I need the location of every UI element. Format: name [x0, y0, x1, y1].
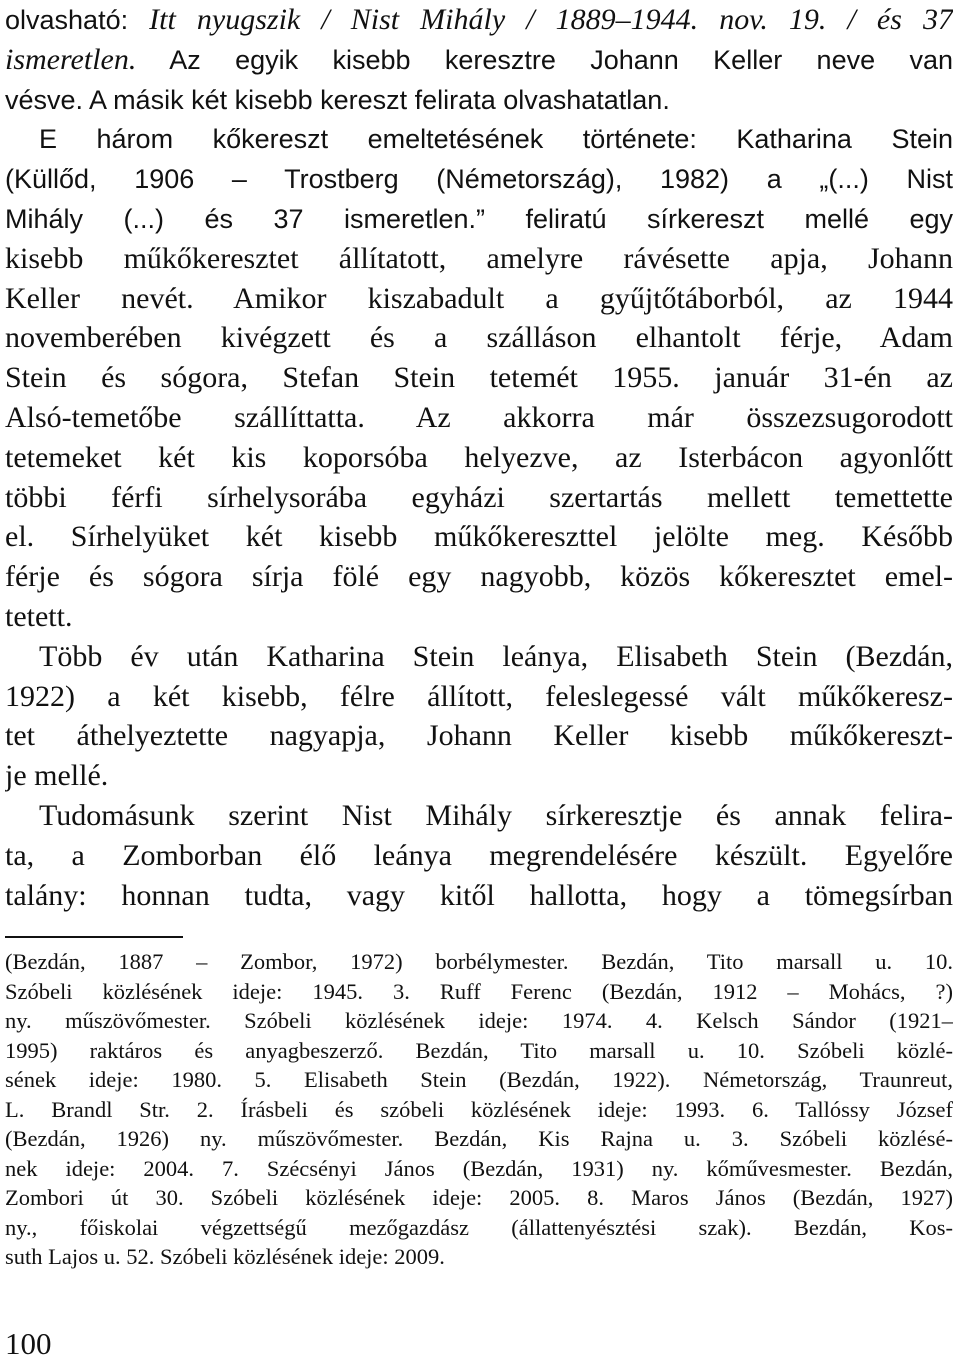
- footnote-line: 1995) raktáros és anyagbeszerző. Bezdán, Tito marsall u. 10. Szóbeli közlé-: [5, 1037, 953, 1063]
- text-segment: Mihály (...) és 37 ismeretlen.” feliratú sírkereszt mellé egy: [5, 203, 953, 234]
- footnote-line: ny., főiskolai végzettségű mezőgazdász (állattenyésztési szak). Bezdán, Kos-: [5, 1214, 953, 1240]
- body-line: [5, 199, 953, 239]
- body-line: [5, 119, 953, 159]
- text-segment: olvasható:: [5, 5, 150, 35]
- body-text: [5, 0, 953, 915]
- text-segment: Stein és sógora, Stefan Stein tetemét 1955. január 31-én az: [5, 361, 953, 395]
- footnote-line: suth Lajos u. 52. Szóbeli közlésének ideje: 2009.: [5, 1244, 445, 1269]
- body-line: [5, 318, 953, 358]
- text-segment: férje és sógora sírja fölé egy nagyobb, közös kőkeresztet emel-: [5, 560, 953, 594]
- body-line: [5, 796, 953, 836]
- footnotes: [5, 947, 953, 1272]
- page-number: 100: [5, 1326, 52, 1361]
- text-segment: tetemeket két kis koporsóba helyezve, az Isterbácon agyonlőtt: [5, 440, 953, 474]
- body-line: [5, 358, 953, 398]
- footnote-line: (Bezdán, 1926) ny. műszövőmester. Bezdán, Kis Rajna u. 3. Szóbeli közlésé-: [5, 1126, 953, 1151]
- body-line: [5, 557, 953, 597]
- body-line: [5, 597, 953, 637]
- text-segment: többi férfi sírhelysorába egyházi szertartás mellett temettette: [5, 480, 953, 514]
- body-line: [5, 80, 953, 120]
- text-segment: E három kőkereszt emeltetésének története: Katharina Stein: [39, 124, 953, 155]
- footnote-line: sének ideje: 1980. 5. Elisabeth Stein (Bezdán, 1922). Németország, Traunreut,: [5, 1067, 953, 1092]
- body-line: [5, 637, 953, 677]
- text-segment: talány: honnan tudta, vagy kitől hallotta, hogy a tömegsírban: [5, 878, 953, 912]
- text-segment: Keller nevét. Amikor kiszabadult a gyűjtőtáborból, az 1944: [5, 281, 953, 315]
- footnote-separator: [5, 936, 183, 938]
- text-segment: ta, a Zomborban élő leánya megrendelésére készült. Egyelőre: [5, 838, 953, 872]
- text-segment: je mellé.: [5, 759, 109, 793]
- body-line: [5, 478, 953, 518]
- text-segment: 1922) a két kisebb, félre állított, feleslegessé vált műkőkeresz-: [5, 679, 953, 713]
- body-line: [5, 756, 953, 796]
- body-line: [5, 0, 953, 40]
- body-line: [5, 239, 953, 279]
- footnote-line: Szóbeli közlésének ideje: 1945. 3. Ruff Ferenc (Bezdán, 1912 – Mohács, ?): [5, 978, 953, 1004]
- text-segment: tet áthelyeztette nagyapja, Johann Keller kisebb műkőkereszt-: [5, 719, 953, 753]
- body-line: [5, 517, 953, 557]
- body-line: [5, 40, 953, 80]
- body-line: [5, 836, 953, 876]
- text-segment: el. Sírhelyüket két kisebb műkőkereszttel jelölte meg. Később: [5, 520, 953, 554]
- body-line: [5, 438, 953, 478]
- footnote-line: (Bezdán, 1887 – Zombor, 1972) borbélymester. Bezdán, Tito marsall u. 10.: [5, 949, 953, 974]
- book-page: [5, 0, 953, 1364]
- footnote-line: L. Brandl Str. 2. Írásbeli és szóbeli közlésének ideje: 1993. 6. Tallóssy József: [5, 1096, 953, 1122]
- text-segment: (Küllőd, 1906 – Trostberg (Németország), 1982) a „(...) Nist: [5, 164, 953, 195]
- body-line: [5, 159, 953, 199]
- text-segment: Az egyik kisebb keresztre Johann Keller neve van: [136, 44, 953, 75]
- text-segment: Tudomásunk szerint Nist Mihály sírkeresztje és annak felira-: [39, 798, 953, 832]
- footnote-line: nek ideje: 2004. 7. Szécsényi János (Bezdán, 1931) ny. kőművesmester. Bezdán,: [5, 1155, 953, 1181]
- text-segment: novemberében kivégzett és a szálláson elhantolt férje, Adam: [5, 321, 953, 355]
- text-segment: Több év után Katharina Stein leánya, Elisabeth Stein (Bezdán,: [39, 639, 953, 673]
- body-line: [5, 279, 953, 319]
- text-segment: tetett.: [5, 599, 73, 633]
- body-line: [5, 716, 953, 756]
- footnote-line: Zombori út 30. Szóbeli közlésének ideje: 2005. 8. Maros János (Bezdán, 1927): [5, 1185, 953, 1210]
- text-segment: vésve. A másik két kisebb kereszt felirata olvashatatlan.: [5, 84, 670, 115]
- body-line: [5, 876, 953, 916]
- text-segment: Itt nyugszik / Nist Mihály / 1889–1944. nov. 19. / és 37: [149, 3, 953, 36]
- text-segment: Alsó-temetőbe szállíttatta. Az akkorra már összezsugorodott: [5, 400, 953, 434]
- footnote-line: ny. műszövőmester. Szóbeli közlésének ideje: 1974. 4. Kelsch Sándor (1921–: [5, 1008, 953, 1033]
- text-segment: ismeretlen.: [5, 42, 137, 76]
- text-segment: kisebb műkőkeresztet állítatott, amelyre rávésette apja, Johann: [5, 241, 953, 275]
- body-line: [5, 398, 953, 438]
- body-line: [5, 677, 953, 717]
